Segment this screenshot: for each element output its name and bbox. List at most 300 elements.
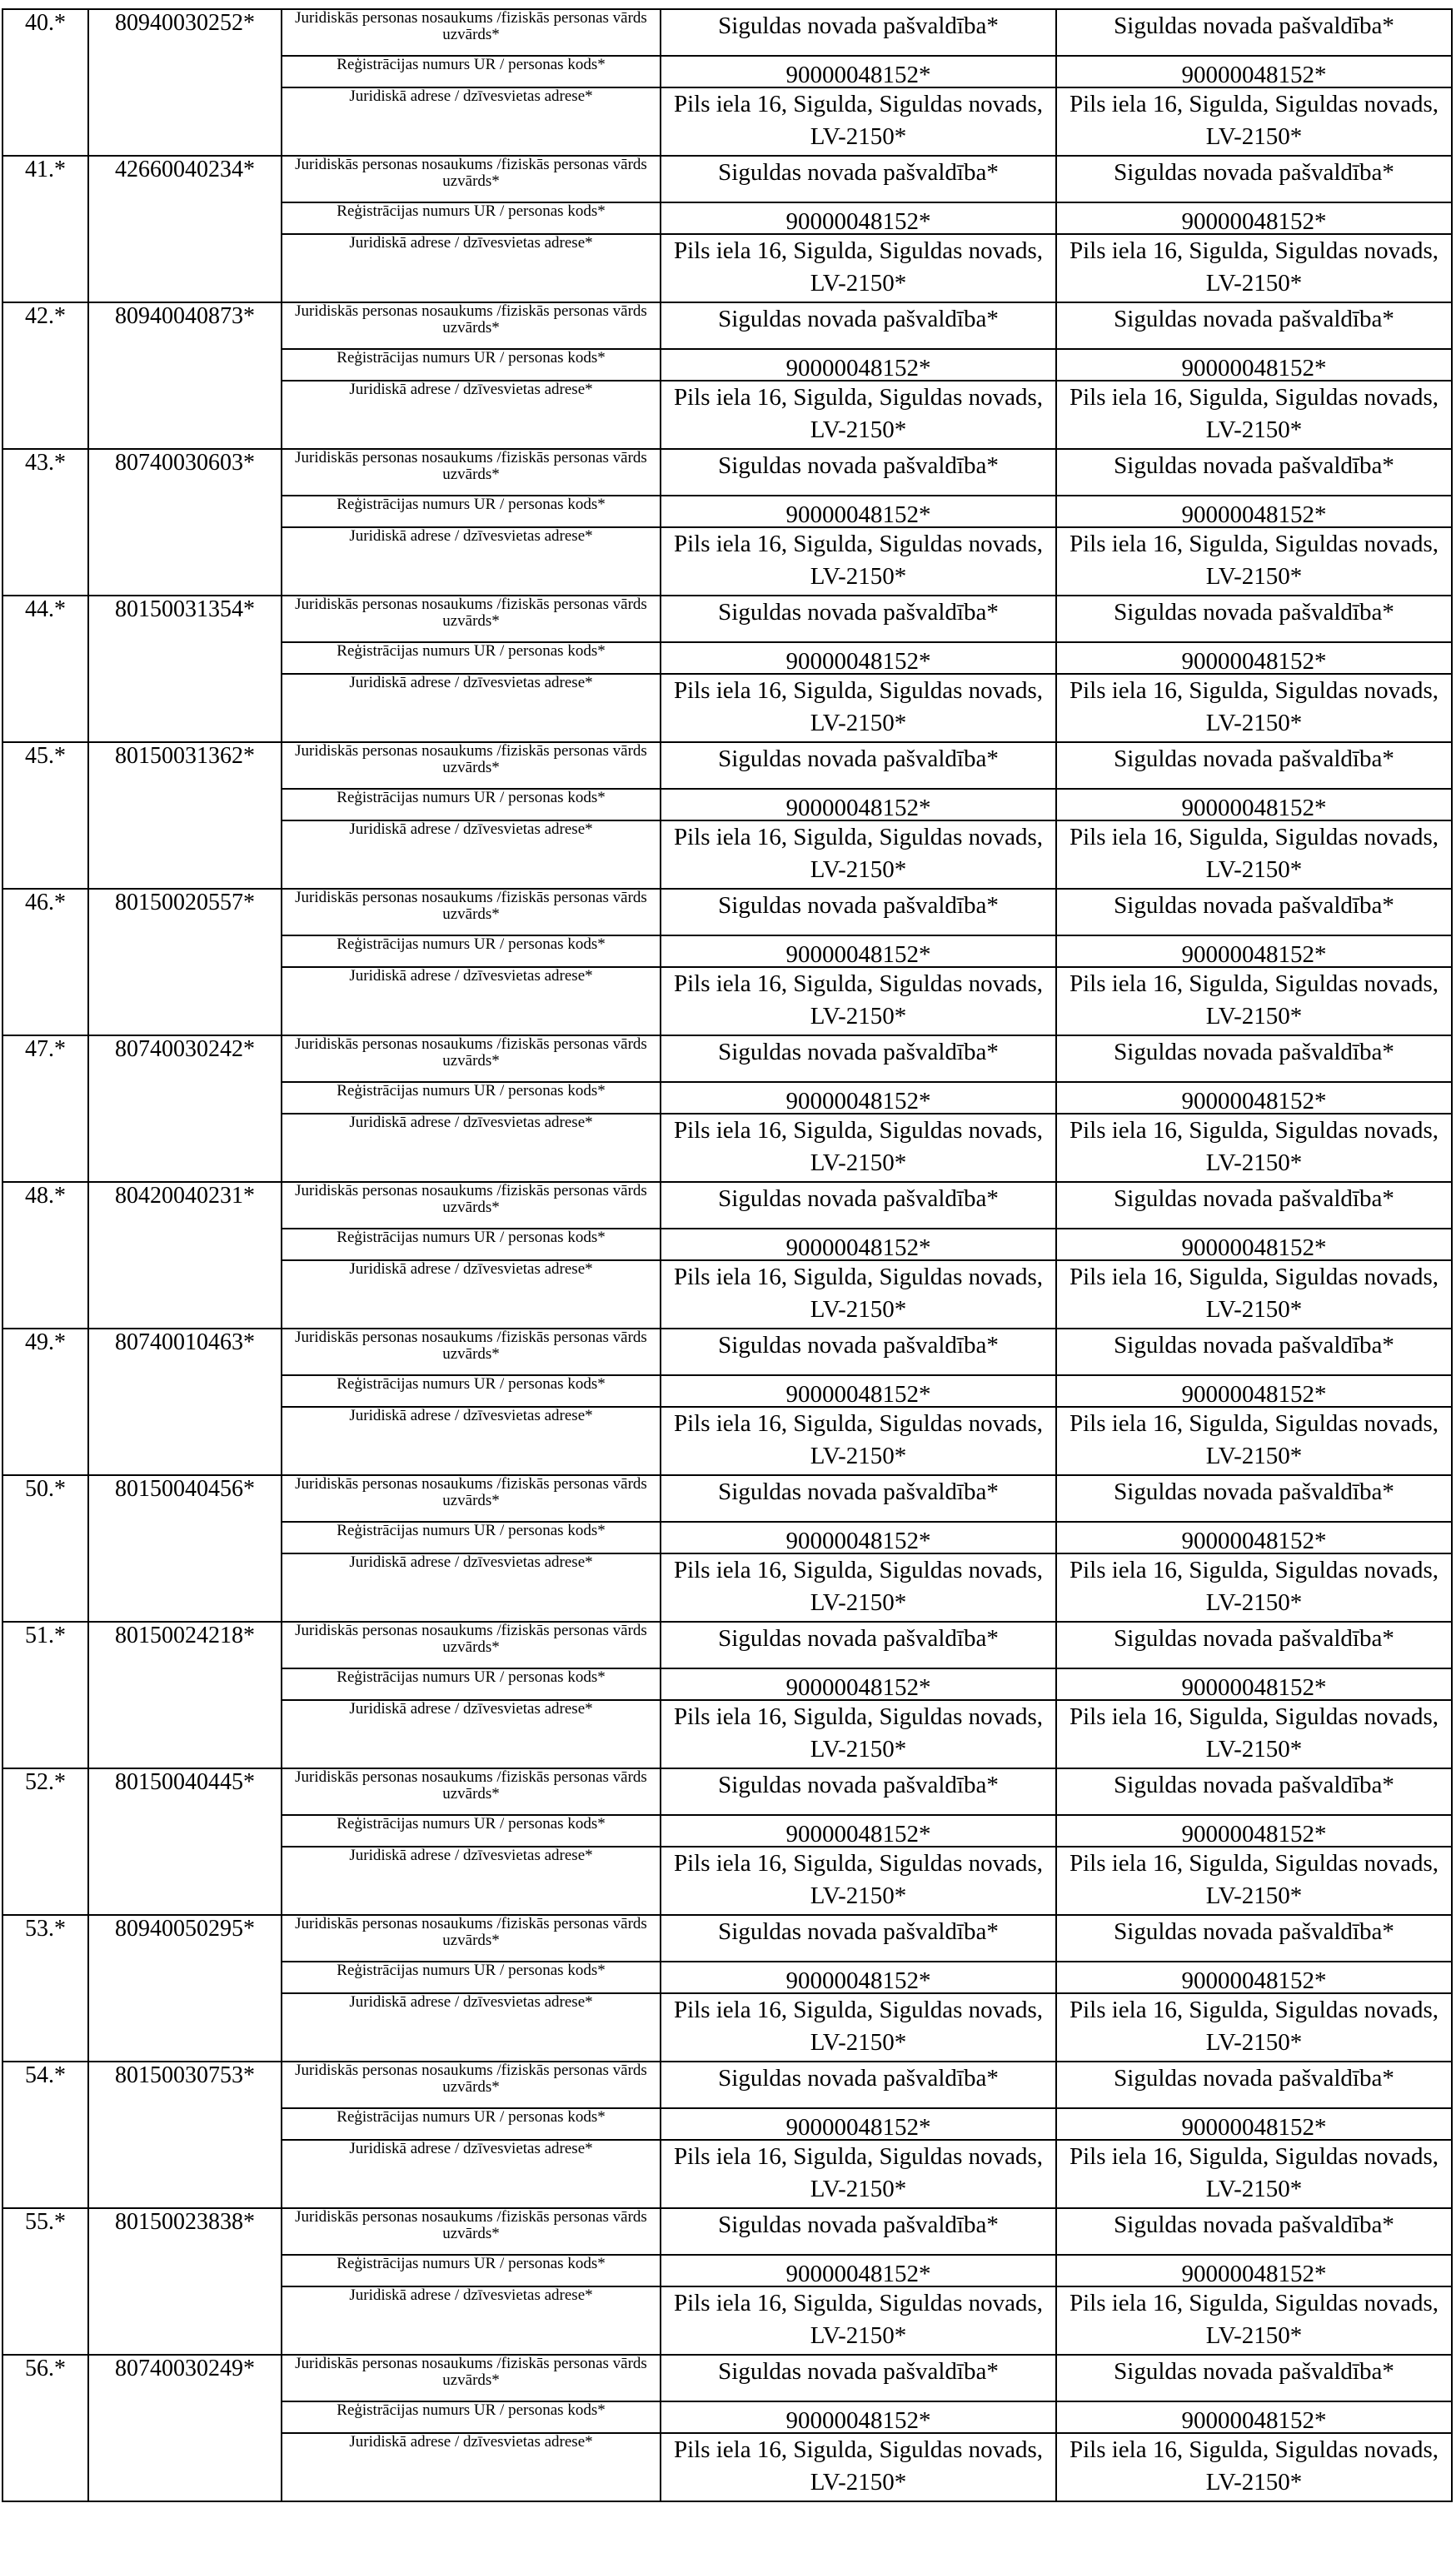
label-name (282, 2355, 661, 2401)
owner-address-after (1056, 527, 1452, 596)
label-address: Juridiskā adrese / dzīvesvietas adrese* (282, 1553, 661, 1622)
row-number: 40.* (2, 9, 88, 156)
address-line-2: LV-2150* (1205, 416, 1303, 443)
owner-reg-before: 90000048152* (661, 1522, 1056, 1553)
label-name-line-2: fiziskās personas vārds uzvārds* (442, 1182, 647, 1216)
label-reg: Reģistrācijas numurs UR / personas kods* (282, 1375, 661, 1407)
address-line-1: Pils iela 16, Sigulda, Siguldas novads, (1069, 1117, 1439, 1144)
owner-reg-before: 90000048152* (661, 789, 1056, 820)
cadastral-number: 80740030242* (88, 1035, 282, 1182)
owner-name-after: Siguldas novada pašvaldība* (1056, 2355, 1452, 2401)
row-number: 55.* (2, 2208, 88, 2355)
cadastral-number: 80740030603* (88, 449, 282, 596)
label-address: Juridiskā adrese / dzīvesvietas adrese* (282, 2140, 661, 2208)
row-number: 47.* (2, 1035, 88, 1182)
owner-name-before: Siguldas novada pašvaldība* (661, 1329, 1056, 1375)
owner-reg-after: 90000048152* (1056, 789, 1452, 820)
label-name-line-2: fiziskās personas vārds uzvārds* (442, 1475, 647, 1509)
address-line-2: LV-2150* (810, 1296, 907, 1323)
label-address: Juridiskā adrese / dzīvesvietas adrese* (282, 234, 661, 302)
owner-name-after: Siguldas novada pašvaldība* (1056, 1915, 1452, 1962)
label-reg: Reģistrācijas numurs UR / personas kods* (282, 789, 661, 820)
address-line-2: LV-2150* (810, 123, 907, 150)
owner-address-before (661, 820, 1056, 889)
owner-address-after (1056, 87, 1452, 156)
owner-name-after: Siguldas novada pašvaldība* (1056, 302, 1452, 349)
label-reg: Reģistrācijas numurs UR / personas kods* (282, 2255, 661, 2286)
address-line-2: LV-2150* (810, 1003, 907, 1030)
label-name (282, 1035, 661, 1082)
address-line-1: Pils iela 16, Sigulda, Siguldas novads, (673, 1850, 1044, 1877)
label-name-line-1: Juridiskās personas nosaukums / (295, 449, 501, 466)
address-line-2: LV-2150* (1205, 563, 1303, 590)
address-line-2: LV-2150* (810, 856, 907, 883)
owner-name-before: Siguldas novada pašvaldība* (661, 1622, 1056, 1668)
row-number: 49.* (2, 1329, 88, 1475)
label-name-line-1: Juridiskās personas nosaukums / (295, 156, 501, 173)
owner-reg-after: 90000048152* (1056, 1668, 1452, 1700)
label-reg: Reģistrācijas numurs UR / personas kods* (282, 202, 661, 234)
label-address: Juridiskā adrese / dzīvesvietas adrese* (282, 820, 661, 889)
owner-reg-after: 90000048152* (1056, 642, 1452, 674)
owner-reg-before: 90000048152* (661, 349, 1056, 381)
address-line-1: Pils iela 16, Sigulda, Siguldas novads, (1069, 91, 1439, 117)
address-line-1: Pils iela 16, Sigulda, Siguldas novads, (1069, 2143, 1439, 2170)
address-line-2: LV-2150* (1205, 2322, 1303, 2349)
label-name-line-1: Juridiskās personas nosaukums / (295, 1329, 501, 1346)
label-address: Juridiskā adrese / dzīvesvietas adrese* (282, 1847, 661, 1915)
owner-reg-before: 90000048152* (661, 202, 1056, 234)
label-reg: Reģistrācijas numurs UR / personas kods* (282, 1082, 661, 1114)
table-row (2, 1768, 1452, 1815)
owner-address-before (661, 381, 1056, 449)
label-name-line-1: Juridiskās personas nosaukums / (295, 2062, 501, 2079)
owner-address-before (661, 527, 1056, 596)
address-line-1: Pils iela 16, Sigulda, Siguldas novads, (1069, 1410, 1439, 1437)
address-line-1: Pils iela 16, Sigulda, Siguldas novads, (673, 384, 1044, 411)
owner-reg-before: 90000048152* (661, 2108, 1056, 2140)
address-line-2: LV-2150* (810, 1882, 907, 1909)
label-name (282, 2062, 661, 2108)
owner-address-after (1056, 820, 1452, 889)
table-row (2, 1035, 1452, 1082)
row-number: 50.* (2, 1475, 88, 1622)
owner-address-after (1056, 381, 1452, 449)
label-address: Juridiskā adrese / dzīvesvietas adrese* (282, 1114, 661, 1182)
owner-reg-after: 90000048152* (1056, 2255, 1452, 2286)
address-line-2: LV-2150* (810, 563, 907, 590)
table-row (2, 1915, 1452, 1962)
row-number: 43.* (2, 449, 88, 596)
cadastral-number: 80940030252* (88, 9, 282, 156)
owner-name-after: Siguldas novada pašvaldība* (1056, 1035, 1452, 1082)
table-row (2, 2062, 1452, 2108)
owner-name-before: Siguldas novada pašvaldība* (661, 1768, 1056, 1815)
label-name-line-1: Juridiskās personas nosaukums / (295, 1622, 501, 1639)
row-number: 44.* (2, 596, 88, 742)
label-reg: Reģistrācijas numurs UR / personas kods* (282, 2108, 661, 2140)
label-name-line-1: Juridiskās personas nosaukums / (295, 9, 501, 27)
cadastral-number: 80150040456* (88, 1475, 282, 1622)
owner-address-before (661, 1407, 1056, 1475)
label-name-line-1: Juridiskās personas nosaukums / (295, 1475, 501, 1493)
owner-name-after: Siguldas novada pašvaldība* (1056, 1475, 1452, 1522)
label-reg: Reģistrācijas numurs UR / personas kods* (282, 56, 661, 87)
owner-name-after: Siguldas novada pašvaldība* (1056, 1768, 1452, 1815)
label-name-line-1: Juridiskās personas nosaukums / (295, 596, 501, 613)
label-name (282, 1329, 661, 1375)
label-name-line-1: Juridiskās personas nosaukums / (295, 742, 501, 760)
address-line-2: LV-2150* (810, 710, 907, 736)
row-number: 56.* (2, 2355, 88, 2501)
table-row (2, 9, 1452, 56)
table-row (2, 2208, 1452, 2255)
label-name-line-1: Juridiskās personas nosaukums / (295, 302, 501, 320)
owner-address-after (1056, 1700, 1452, 1768)
label-address: Juridiskā adrese / dzīvesvietas adrese* (282, 527, 661, 596)
address-line-1: Pils iela 16, Sigulda, Siguldas novads, (1069, 824, 1439, 850)
cadastral-number: 80740010463* (88, 1329, 282, 1475)
row-number: 45.* (2, 742, 88, 889)
cadastral-number: 80940040873* (88, 302, 282, 449)
label-name-line-2: fiziskās personas vārds uzvārds* (442, 1329, 647, 1363)
label-address: Juridiskā adrese / dzīvesvietas adrese* (282, 1700, 661, 1768)
cadastral-number: 80150023838* (88, 2208, 282, 2355)
owner-name-before: Siguldas novada pašvaldība* (661, 1475, 1056, 1522)
owner-address-after (1056, 1260, 1452, 1329)
label-address: Juridiskā adrese / dzīvesvietas adrese* (282, 2433, 661, 2501)
table-row (2, 2355, 1452, 2401)
row-number: 48.* (2, 1182, 88, 1329)
owner-address-before (661, 2433, 1056, 2501)
owner-address-before (661, 1553, 1056, 1622)
owner-name-after: Siguldas novada pašvaldība* (1056, 9, 1452, 56)
address-line-2: LV-2150* (1205, 1589, 1303, 1616)
owner-address-before (661, 674, 1056, 742)
address-line-2: LV-2150* (1205, 270, 1303, 297)
address-line-1: Pils iela 16, Sigulda, Siguldas novads, (673, 824, 1044, 850)
address-line-2: LV-2150* (810, 2322, 907, 2349)
owner-reg-after: 90000048152* (1056, 349, 1452, 381)
table-row (2, 1329, 1452, 1375)
address-line-2: LV-2150* (810, 270, 907, 297)
owner-address-after (1056, 2286, 1452, 2355)
cadastral-number: 80150024218* (88, 1622, 282, 1768)
table-row (2, 449, 1452, 496)
label-name-line-1: Juridiskās personas nosaukums / (295, 2208, 501, 2226)
label-name-line-1: Juridiskās personas nosaukums / (295, 1768, 501, 1786)
label-reg: Reģistrācijas numurs UR / personas kods* (282, 1229, 661, 1260)
owner-name-before: Siguldas novada pašvaldība* (661, 449, 1056, 496)
owner-name-after: Siguldas novada pašvaldība* (1056, 156, 1452, 202)
label-name-line-2: fiziskās personas vārds uzvārds* (442, 1622, 647, 1656)
address-line-1: Pils iela 16, Sigulda, Siguldas novads, (1069, 1997, 1439, 2023)
address-line-1: Pils iela 16, Sigulda, Siguldas novads, (673, 2436, 1044, 2463)
cadastral-number: 80150031362* (88, 742, 282, 889)
address-line-1: Pils iela 16, Sigulda, Siguldas novads, (1069, 384, 1439, 411)
owner-name-after: Siguldas novada pašvaldība* (1056, 1182, 1452, 1229)
address-line-1: Pils iela 16, Sigulda, Siguldas novads, (1069, 2290, 1439, 2316)
label-name-line-2: fiziskās personas vārds uzvārds* (442, 1768, 647, 1803)
owner-reg-after: 90000048152* (1056, 1522, 1452, 1553)
address-line-1: Pils iela 16, Sigulda, Siguldas novads, (673, 2143, 1044, 2170)
label-reg: Reģistrācijas numurs UR / personas kods* (282, 1668, 661, 1700)
owner-name-after: Siguldas novada pašvaldība* (1056, 889, 1452, 935)
owner-reg-before: 90000048152* (661, 2255, 1056, 2286)
label-reg: Reģistrācijas numurs UR / personas kods* (282, 496, 661, 527)
address-line-1: Pils iela 16, Sigulda, Siguldas novads, (673, 237, 1044, 264)
address-line-2: LV-2150* (810, 2029, 907, 2056)
label-name-line-2: fiziskās personas vārds uzvārds* (442, 1915, 647, 1949)
label-address: Juridiskā adrese / dzīvesvietas adrese* (282, 967, 661, 1035)
owner-reg-after: 90000048152* (1056, 1375, 1452, 1407)
owner-name-before: Siguldas novada pašvaldība* (661, 596, 1056, 642)
address-line-1: Pils iela 16, Sigulda, Siguldas novads, (673, 2290, 1044, 2316)
owner-address-after (1056, 2140, 1452, 2208)
label-name-line-1: Juridiskās personas nosaukums / (295, 1035, 501, 1053)
address-line-2: LV-2150* (810, 1589, 907, 1616)
label-name (282, 596, 661, 642)
owner-name-before: Siguldas novada pašvaldība* (661, 2062, 1056, 2108)
owner-name-before: Siguldas novada pašvaldība* (661, 156, 1056, 202)
owner-address-after (1056, 1993, 1452, 2062)
cadastral-number: 80420040231* (88, 1182, 282, 1329)
table-row (2, 742, 1452, 789)
label-name (282, 449, 661, 496)
label-name (282, 302, 661, 349)
owner-address-before (661, 1260, 1056, 1329)
cadastral-number: 80940050295* (88, 1915, 282, 2062)
owner-reg-after: 90000048152* (1056, 56, 1452, 87)
owner-name-after: Siguldas novada pašvaldība* (1056, 1329, 1452, 1375)
label-reg: Reģistrācijas numurs UR / personas kods* (282, 2401, 661, 2433)
address-line-2: LV-2150* (810, 1149, 907, 1176)
label-name-line-2: fiziskās personas vārds uzvārds* (442, 596, 647, 630)
address-line-1: Pils iela 16, Sigulda, Siguldas novads, (673, 1557, 1044, 1583)
owner-reg-after: 90000048152* (1056, 1815, 1452, 1847)
label-name (282, 156, 661, 202)
owner-name-after: Siguldas novada pašvaldība* (1056, 1622, 1452, 1668)
label-name-line-1: Juridiskās personas nosaukums / (295, 889, 501, 906)
address-line-1: Pils iela 16, Sigulda, Siguldas novads, (673, 970, 1044, 997)
owner-reg-before: 90000048152* (661, 1962, 1056, 1993)
owner-address-after (1056, 234, 1452, 302)
label-name-line-1: Juridiskās personas nosaukums / (295, 1915, 501, 1932)
address-line-2: LV-2150* (1205, 1736, 1303, 1763)
address-line-1: Pils iela 16, Sigulda, Siguldas novads, (1069, 1850, 1439, 1877)
table-row (2, 1182, 1452, 1229)
owner-address-after (1056, 1114, 1452, 1182)
address-line-1: Pils iela 16, Sigulda, Siguldas novads, (673, 677, 1044, 704)
address-line-1: Pils iela 16, Sigulda, Siguldas novads, (1069, 1557, 1439, 1583)
address-line-1: Pils iela 16, Sigulda, Siguldas novads, (673, 1997, 1044, 2023)
owner-reg-after: 90000048152* (1056, 1962, 1452, 1993)
label-address: Juridiskā adrese / dzīvesvietas adrese* (282, 87, 661, 156)
owner-reg-after: 90000048152* (1056, 1229, 1452, 1260)
owner-name-before: Siguldas novada pašvaldība* (661, 2355, 1056, 2401)
address-line-1: Pils iela 16, Sigulda, Siguldas novads, (673, 1703, 1044, 1730)
owner-address-after (1056, 1407, 1452, 1475)
address-line-1: Pils iela 16, Sigulda, Siguldas novads, (673, 1264, 1044, 1290)
label-reg: Reģistrācijas numurs UR / personas kods* (282, 642, 661, 674)
address-line-2: LV-2150* (810, 2176, 907, 2202)
owner-reg-before: 90000048152* (661, 1815, 1056, 1847)
address-line-1: Pils iela 16, Sigulda, Siguldas novads, (673, 1410, 1044, 1437)
address-line-1: Pils iela 16, Sigulda, Siguldas novads, (1069, 1703, 1439, 1730)
cadastral-number: 80740030249* (88, 2355, 282, 2501)
owner-reg-before: 90000048152* (661, 642, 1056, 674)
address-line-1: Pils iela 16, Sigulda, Siguldas novads, (1069, 970, 1439, 997)
table-row (2, 1622, 1452, 1668)
label-name-line-2: fiziskās personas vārds uzvārds* (442, 1035, 647, 1070)
label-name-line-2: fiziskās personas vārds uzvārds* (442, 889, 647, 923)
label-address: Juridiskā adrese / dzīvesvietas adrese* (282, 1993, 661, 2062)
owner-reg-after: 90000048152* (1056, 1082, 1452, 1114)
owner-reg-after: 90000048152* (1056, 2401, 1452, 2433)
owner-name-after: Siguldas novada pašvaldība* (1056, 2208, 1452, 2255)
label-name (282, 742, 661, 789)
address-line-2: LV-2150* (1205, 1296, 1303, 1323)
owner-address-before (661, 1700, 1056, 1768)
cadastral-number: 80150031354* (88, 596, 282, 742)
table-row (2, 596, 1452, 642)
address-line-1: Pils iela 16, Sigulda, Siguldas novads, (1069, 1264, 1439, 1290)
owner-name-after: Siguldas novada pašvaldība* (1056, 2062, 1452, 2108)
owner-reg-before: 90000048152* (661, 935, 1056, 967)
table-row (2, 156, 1452, 202)
label-name (282, 2208, 661, 2255)
address-line-2: LV-2150* (1205, 2029, 1303, 2056)
row-number: 52.* (2, 1768, 88, 1915)
address-line-1: Pils iela 16, Sigulda, Siguldas novads, (1069, 677, 1439, 704)
address-line-2: LV-2150* (1205, 2176, 1303, 2202)
label-name (282, 1475, 661, 1522)
owner-reg-before: 90000048152* (661, 1375, 1056, 1407)
label-name (282, 1182, 661, 1229)
owner-address-before (661, 1847, 1056, 1915)
owner-reg-before: 90000048152* (661, 1229, 1056, 1260)
label-name-line-2: fiziskās personas vārds uzvārds* (442, 156, 647, 190)
label-reg: Reģistrācijas numurs UR / personas kods* (282, 349, 661, 381)
label-address: Juridiskā adrese / dzīvesvietas adrese* (282, 674, 661, 742)
owner-name-before: Siguldas novada pašvaldība* (661, 1915, 1056, 1962)
label-name (282, 9, 661, 56)
table-row (2, 1475, 1452, 1522)
address-line-1: Pils iela 16, Sigulda, Siguldas novads, (1069, 2436, 1439, 2463)
label-name-line-2: fiziskās personas vārds uzvārds* (442, 449, 647, 483)
owner-name-before: Siguldas novada pašvaldība* (661, 1182, 1056, 1229)
owner-address-after (1056, 2433, 1452, 2501)
address-line-2: LV-2150* (810, 1443, 907, 1469)
owner-reg-before: 90000048152* (661, 56, 1056, 87)
label-address: Juridiskā adrese / dzīvesvietas adrese* (282, 1407, 661, 1475)
label-reg: Reģistrācijas numurs UR / personas kods* (282, 935, 661, 967)
address-line-1: Pils iela 16, Sigulda, Siguldas novads, (673, 91, 1044, 117)
owner-address-after (1056, 1847, 1452, 1915)
cadastral-number: 80150040445* (88, 1768, 282, 1915)
address-line-1: Pils iela 16, Sigulda, Siguldas novads, (673, 1117, 1044, 1144)
owner-address-after (1056, 967, 1452, 1035)
label-name-line-2: fiziskās personas vārds uzvārds* (442, 9, 647, 43)
label-reg: Reģistrācijas numurs UR / personas kods* (282, 1815, 661, 1847)
label-name (282, 1768, 661, 1815)
owner-address-before (661, 2140, 1056, 2208)
address-line-2: LV-2150* (1205, 856, 1303, 883)
owner-name-after: Siguldas novada pašvaldība* (1056, 596, 1452, 642)
label-name-line-2: fiziskās personas vārds uzvārds* (442, 742, 647, 776)
owner-name-before: Siguldas novada pašvaldība* (661, 889, 1056, 935)
address-line-2: LV-2150* (1205, 1003, 1303, 1030)
row-number: 41.* (2, 156, 88, 302)
label-name (282, 889, 661, 935)
owner-reg-after: 90000048152* (1056, 202, 1452, 234)
row-number: 53.* (2, 1915, 88, 2062)
label-name-line-2: fiziskās personas vārds uzvārds* (442, 302, 647, 337)
owner-address-after (1056, 674, 1452, 742)
table-row (2, 889, 1452, 935)
owner-name-before: Siguldas novada pašvaldība* (661, 742, 1056, 789)
owner-reg-before: 90000048152* (661, 1668, 1056, 1700)
owner-address-before (661, 234, 1056, 302)
owner-reg-after: 90000048152* (1056, 496, 1452, 527)
owner-address-before (661, 1993, 1056, 2062)
cadastral-number: 80150020557* (88, 889, 282, 1035)
address-line-1: Pils iela 16, Sigulda, Siguldas novads, (673, 531, 1044, 557)
label-reg: Reģistrācijas numurs UR / personas kods* (282, 1962, 661, 1993)
row-number: 46.* (2, 889, 88, 1035)
label-address: Juridiskā adrese / dzīvesvietas adrese* (282, 1260, 661, 1329)
label-name-line-1: Juridiskās personas nosaukums / (295, 1182, 501, 1199)
address-line-2: LV-2150* (1205, 1149, 1303, 1176)
address-line-2: LV-2150* (1205, 1882, 1303, 1909)
row-number: 54.* (2, 2062, 88, 2208)
owner-name-before: Siguldas novada pašvaldība* (661, 2208, 1056, 2255)
owner-name-before: Siguldas novada pašvaldība* (661, 1035, 1056, 1082)
land-parcel-owner-table (2, 8, 1453, 2502)
cadastral-number: 42660040234* (88, 156, 282, 302)
owner-address-after (1056, 1553, 1452, 1622)
owner-address-before (661, 1114, 1056, 1182)
address-line-1: Pils iela 16, Sigulda, Siguldas novads, (1069, 237, 1439, 264)
label-name-line-2: fiziskās personas vārds uzvārds* (442, 2208, 647, 2242)
owner-address-before (661, 2286, 1056, 2355)
owner-reg-after: 90000048152* (1056, 935, 1452, 967)
label-name-line-1: Juridiskās personas nosaukums / (295, 2355, 501, 2372)
label-name-line-2: fiziskās personas vārds uzvārds* (442, 2355, 647, 2389)
owner-reg-before: 90000048152* (661, 1082, 1056, 1114)
owner-reg-before: 90000048152* (661, 496, 1056, 527)
table-row (2, 302, 1452, 349)
row-number: 42.* (2, 302, 88, 449)
owner-reg-before: 90000048152* (661, 2401, 1056, 2433)
owner-address-before (661, 967, 1056, 1035)
address-line-2: LV-2150* (810, 416, 907, 443)
address-line-1: Pils iela 16, Sigulda, Siguldas novads, (1069, 531, 1439, 557)
address-line-2: LV-2150* (1205, 710, 1303, 736)
address-line-2: LV-2150* (810, 1736, 907, 1763)
owner-name-before: Siguldas novada pašvaldība* (661, 302, 1056, 349)
label-name (282, 1915, 661, 1962)
row-number: 51.* (2, 1622, 88, 1768)
cadastral-number: 80150030753* (88, 2062, 282, 2208)
owner-reg-after: 90000048152* (1056, 2108, 1452, 2140)
address-line-2: LV-2150* (1205, 2469, 1303, 2496)
owner-name-before: Siguldas novada pašvaldība* (661, 9, 1056, 56)
label-name-line-2: fiziskās personas vārds uzvārds* (442, 2062, 647, 2096)
owner-name-after: Siguldas novada pašvaldība* (1056, 449, 1452, 496)
label-name (282, 1622, 661, 1668)
owner-address-before (661, 87, 1056, 156)
